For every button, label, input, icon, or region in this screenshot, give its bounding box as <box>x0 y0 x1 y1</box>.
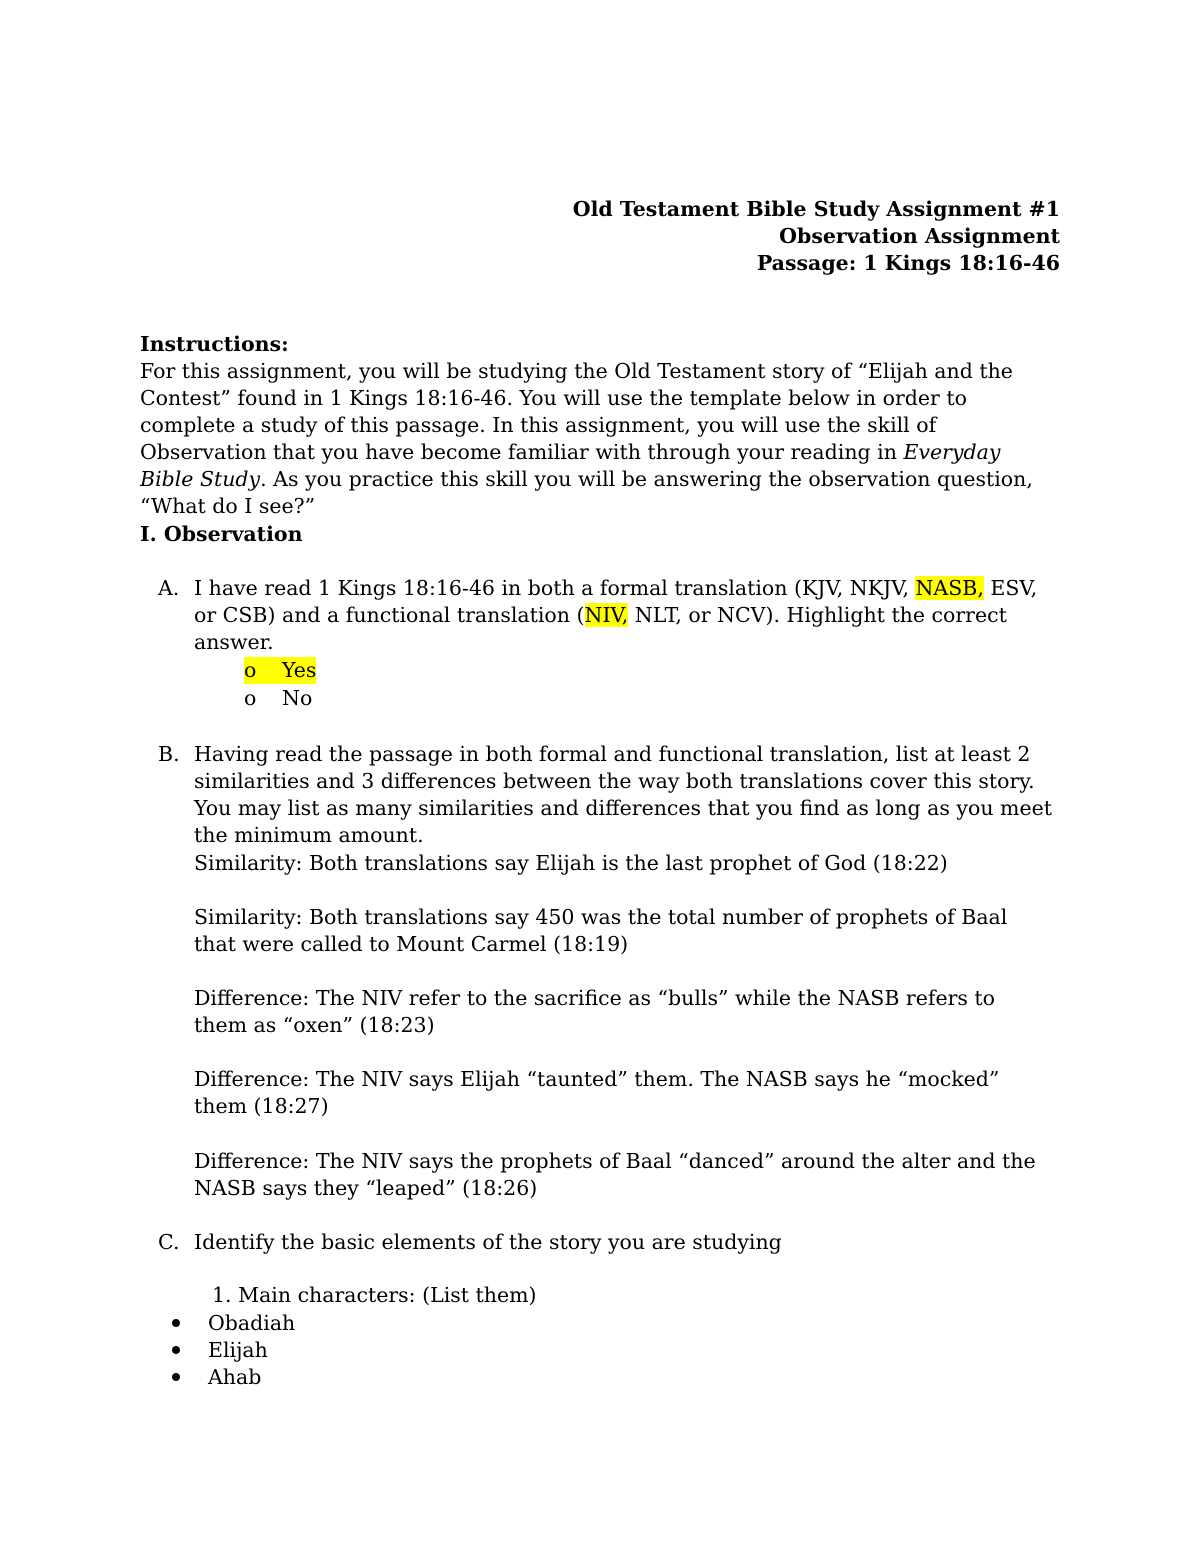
item-c-letter: C. <box>158 1230 180 1254</box>
book-title: Everyday Bible Study <box>140 440 1001 491</box>
character-item <box>172 1310 295 1337</box>
difference-entry-1 <box>194 985 1054 1039</box>
assignment-subtitle: Observation Assignment <box>779 224 1060 248</box>
instructions-text-part2: . As you practice this skill you will be answering the observation question, “What do I see?” <box>140 467 1033 518</box>
bullet-icon <box>172 1373 180 1381</box>
passage-reference: Passage: 1 Kings 18:16-46 <box>756 251 1060 275</box>
main-characters-heading: 1. Main characters: (List them) <box>212 1283 537 1307</box>
item-c-instructions: Identify the basic elements of the story you are studying <box>194 1230 782 1254</box>
item-b-instructions: Having read the passage in both formal and functional translation, list at least 2 similarities and 3 differences between the way both translations cover this story. You may list as many similarities and differences that you find as long as you meet the minimum amount. <box>194 742 1052 847</box>
instructions-heading: Instructions: <box>140 332 289 356</box>
character-name: Ahab <box>208 1365 262 1389</box>
entry-text: Difference: The NIV says the prophets of Baal “danced” around the alter and the NASB says they “leaped” (18:26) <box>194 1149 1036 1200</box>
highlight-nasb: NASB, <box>915 576 984 600</box>
item-b-text <box>194 741 1058 849</box>
assignment-title: Old Testament Bible Study Assignment #1 <box>572 197 1060 221</box>
document-header <box>573 196 1060 277</box>
item-a-text-part2: ESV, or CSB) and a functional translation ( <box>194 576 1038 627</box>
item-c-text <box>194 1229 1058 1256</box>
highlight-niv: NIV, <box>584 603 629 627</box>
bullet-icon <box>172 1346 180 1354</box>
entry-text: Difference: The NIV refer to the sacrifice as “bulls” while the NASB refers to them as “oxen” (18:23) <box>194 986 996 1037</box>
option-yes[interactable] <box>244 657 316 684</box>
option-no[interactable] <box>244 685 312 712</box>
item-a-letter: A. <box>158 576 180 600</box>
similarity-entry-2 <box>194 904 1054 958</box>
instructions-text-part1: For this assignment, you will be studying the Old Testament story of “Elijah and the Contest” found in 1 Kings 18:16-46. You will use the template below in order to complete a study of this passage. In this assignment, you will use the skill of Observation that you have become familiar with through your reading in <box>140 359 1013 464</box>
option-no-label: No <box>282 686 313 710</box>
option-bullet: o <box>244 686 257 710</box>
entry-text: Similarity: Both translations say Elijah is the last prophet of God (18:22) <box>194 851 948 875</box>
difference-entry-3 <box>194 1148 1054 1202</box>
character-item <box>172 1364 261 1391</box>
difference-entry-2 <box>194 1066 1054 1120</box>
entry-text: Difference: The NIV says Elijah “taunted” them. The NASB says he “mocked” them (18:27) <box>194 1067 1000 1118</box>
instructions-paragraph <box>140 358 1060 520</box>
section-heading: I. Observation <box>140 522 303 546</box>
similarity-entry-1 <box>194 850 1054 877</box>
character-name: Elijah <box>208 1338 268 1362</box>
option-yes-label: Yes <box>282 658 317 682</box>
option-bullet: o <box>244 658 257 682</box>
character-name: Obadiah <box>208 1311 296 1335</box>
entry-text: Similarity: Both translations say 450 was the total number of prophets of Baal that were called to Mount Carmel (18:19) <box>194 905 1008 956</box>
item-b-letter: B. <box>158 742 180 766</box>
item-a-text-part3: NLT, or NCV). Highlight the correct answer. <box>194 603 1007 654</box>
bullet-icon <box>172 1319 180 1327</box>
character-item <box>172 1337 268 1364</box>
item-a-text-part1: I have read 1 Kings 18:16-46 in both a formal translation (KJV, NKJV, <box>194 576 916 600</box>
item-a-text <box>194 575 1058 656</box>
